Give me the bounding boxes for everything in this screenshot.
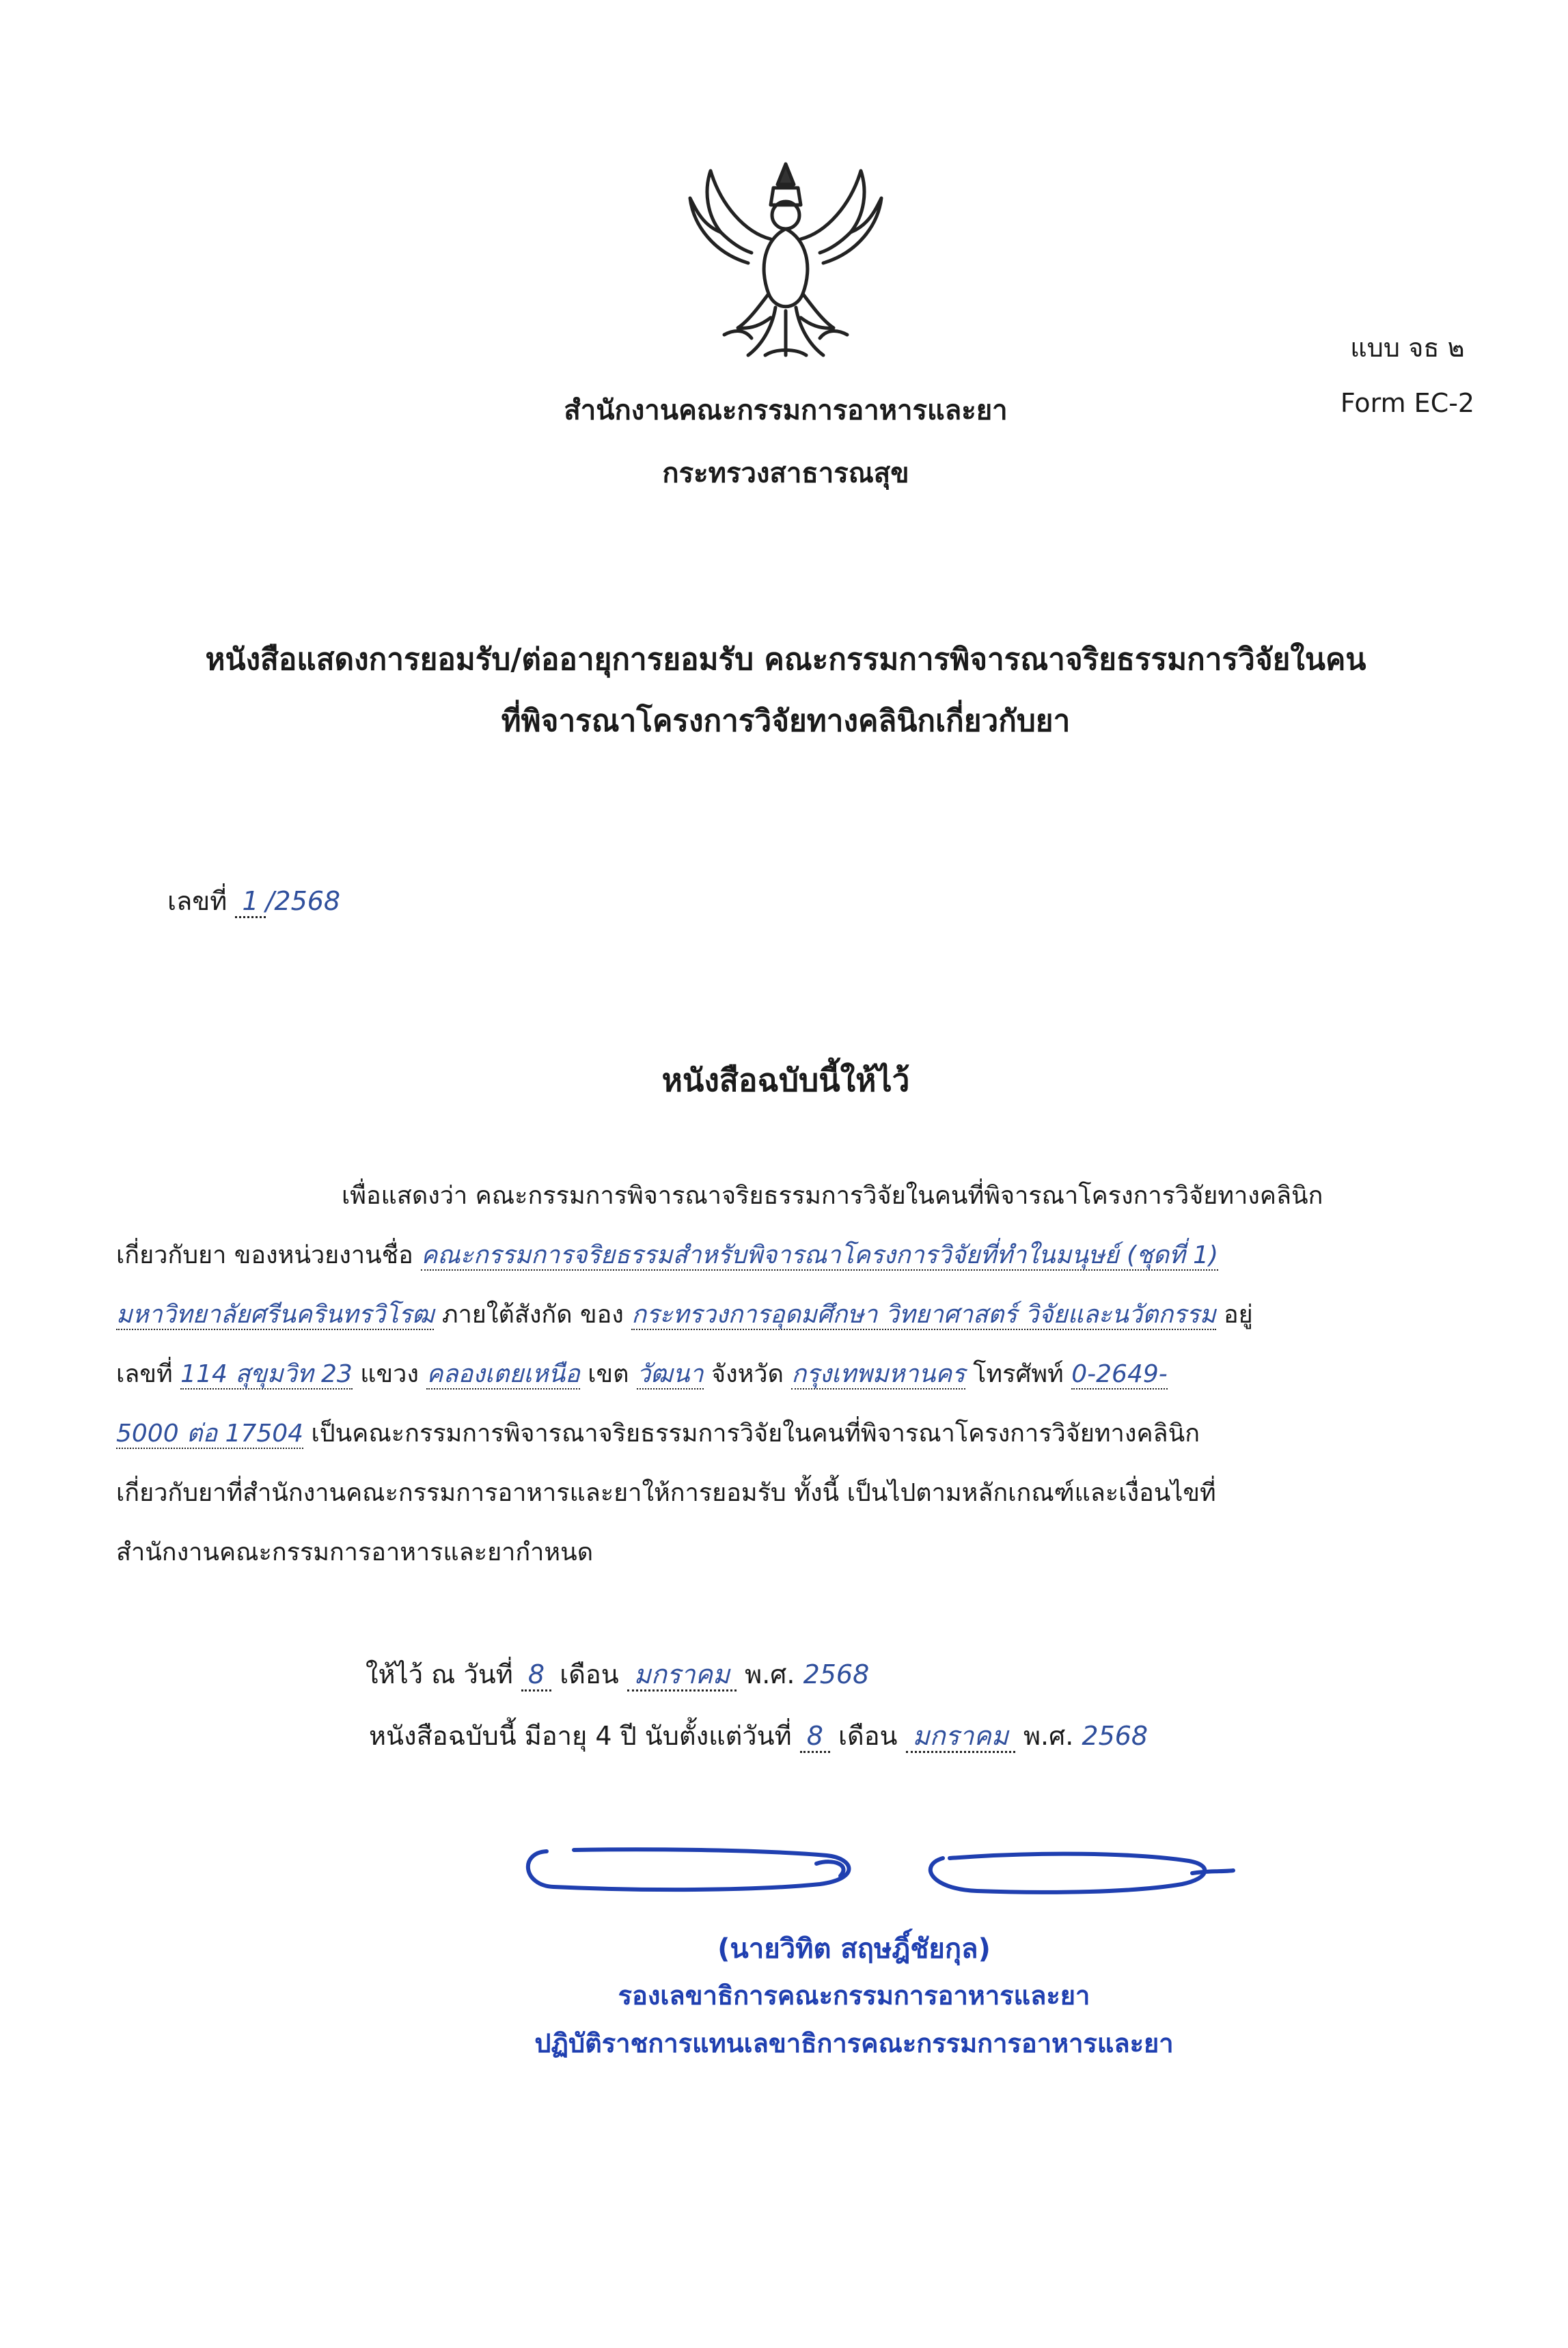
agency-name: สำนักงานคณะกรรมการอาหารและยา: [564, 395, 1008, 426]
document-title-line1: หนังสือแสดงการยอมรับ/ต่ออายุการยอมรับ คณะกรรมการพิจารณาจริยธรรมการวิจัยในคน: [205, 642, 1366, 677]
province-value: กรุงเทพมหานคร: [791, 1360, 965, 1388]
body-line-7: [116, 1528, 1455, 1577]
doc-number-label: เลขที่: [167, 886, 228, 916]
validity-line: [369, 1715, 1148, 1756]
section-heading: หนังสือฉบับนี้ให้ไว้: [661, 1062, 910, 1099]
parent-ministry: กระทรวงการอุดมศึกษา วิทยาศาสตร์ วิจัยและนวัตกรรม: [631, 1301, 1216, 1329]
district-value: วัฒนา: [636, 1360, 704, 1388]
signer-name: (นายวิทิต สฤษฎิ์ชัยกุล): [717, 1933, 991, 1965]
given-date-month-label: เดือน: [560, 1659, 619, 1689]
body-text-p2: เกี่ยวกับยา ของหน่วยงานชื่อ: [116, 1241, 413, 1269]
province-label: จังหวัด: [711, 1360, 784, 1388]
committee-name: คณะกรรมการจริยธรรมสำหรับพิจารณาโครงการวิจัยที่ทำในมนุษย์ (ชุดที่ 1): [421, 1241, 1219, 1269]
body-text-p1: เพื่อแสดงว่า คณะกรรมการพิจารณาจริยธรรมการวิจัยในคนที่พิจารณาโครงการวิจัยทางคลินิก: [342, 1182, 1323, 1210]
validity-month-label: เดือน: [838, 1721, 898, 1751]
garuda-emblem-icon: [683, 150, 888, 369]
subdistrict-value: คลองเตยเหนือ: [426, 1360, 580, 1388]
university-name: มหาวิทยาลัยศรีนครินทรวิโรฒ: [116, 1301, 435, 1329]
document-title-line2: ที่พิจารณาโครงการวิจัยทางคลินิกเกี่ยวกับยา: [501, 704, 1071, 738]
document-number: [167, 880, 340, 922]
given-date-month: มกราคม: [627, 1659, 737, 1691]
given-date-line: [366, 1653, 869, 1695]
body-text-p4: อยู่: [1224, 1301, 1253, 1329]
body-line-4: [116, 1350, 1455, 1399]
body-text-p5: เป็นคณะกรรมการพิจารณาจริยธรรมการวิจัยในคนที่พิจารณาโครงการวิจัยทางคลินิก: [311, 1420, 1200, 1448]
subdistrict-label: แขวง: [360, 1360, 419, 1388]
validity-month: มกราคม: [906, 1721, 1015, 1753]
district-label: เขต: [588, 1360, 629, 1388]
body-line-6: [116, 1469, 1455, 1518]
doc-number-year: /2568: [265, 886, 341, 916]
form-code-thai: แบบ จธ ๒: [1350, 333, 1465, 363]
handwritten-signature: [506, 1810, 1243, 1920]
body-text-p6: เกี่ยวกับยาที่สำนักงานคณะกรรมการอาหารและยาให้การยอมรับ ทั้งนี้ เป็นไปตามหลักเกณฑ์และเงื่อนไขที่: [116, 1479, 1216, 1507]
doc-number-value: 1: [235, 886, 265, 918]
given-date-year-label: พ.ศ.: [745, 1659, 795, 1689]
telephone-value-part1: 0-2649-: [1071, 1360, 1168, 1388]
body-text-p7: สำนักงานคณะกรรมการอาหารและยากำหนด: [116, 1538, 594, 1566]
form-code-english: Form EC-2: [1340, 388, 1475, 418]
given-date-prefix: ให้ไว้ ณ วันที่: [366, 1659, 513, 1689]
validity-year: 2568: [1082, 1721, 1149, 1751]
validity-day: 8: [800, 1721, 830, 1753]
body-line-5: [116, 1409, 1455, 1459]
ministry-name: กระทรวงสาธารณสุข: [662, 458, 909, 489]
given-date-year: 2568: [803, 1659, 870, 1689]
body-line-2: [116, 1231, 1455, 1280]
validity-prefix: หนังสือฉบับนี้ มีอายุ 4 ปี นับตั้งแต่วันที่: [369, 1721, 792, 1751]
address-label: เลขที่: [116, 1360, 173, 1388]
body-text-p3: ภายใต้สังกัด ของ: [441, 1301, 624, 1329]
address-number: 114 สุขุมวิท 23: [180, 1360, 353, 1388]
telephone-label: โทรศัพท์: [973, 1360, 1064, 1388]
validity-year-label: พ.ศ.: [1023, 1721, 1074, 1751]
given-date-day: 8: [521, 1659, 551, 1691]
signer-position: รองเลขาธิการคณะกรรมการอาหารและยา: [618, 1980, 1090, 2011]
telephone-value-part2: 5000 ต่อ 17504: [116, 1420, 304, 1448]
body-line-1: [116, 1172, 1455, 1221]
body-line-3: [116, 1290, 1455, 1340]
signer-acting-title: ปฏิบัติราชการแทนเลขาธิการคณะกรรมการอาหารและยา: [534, 2028, 1174, 2058]
